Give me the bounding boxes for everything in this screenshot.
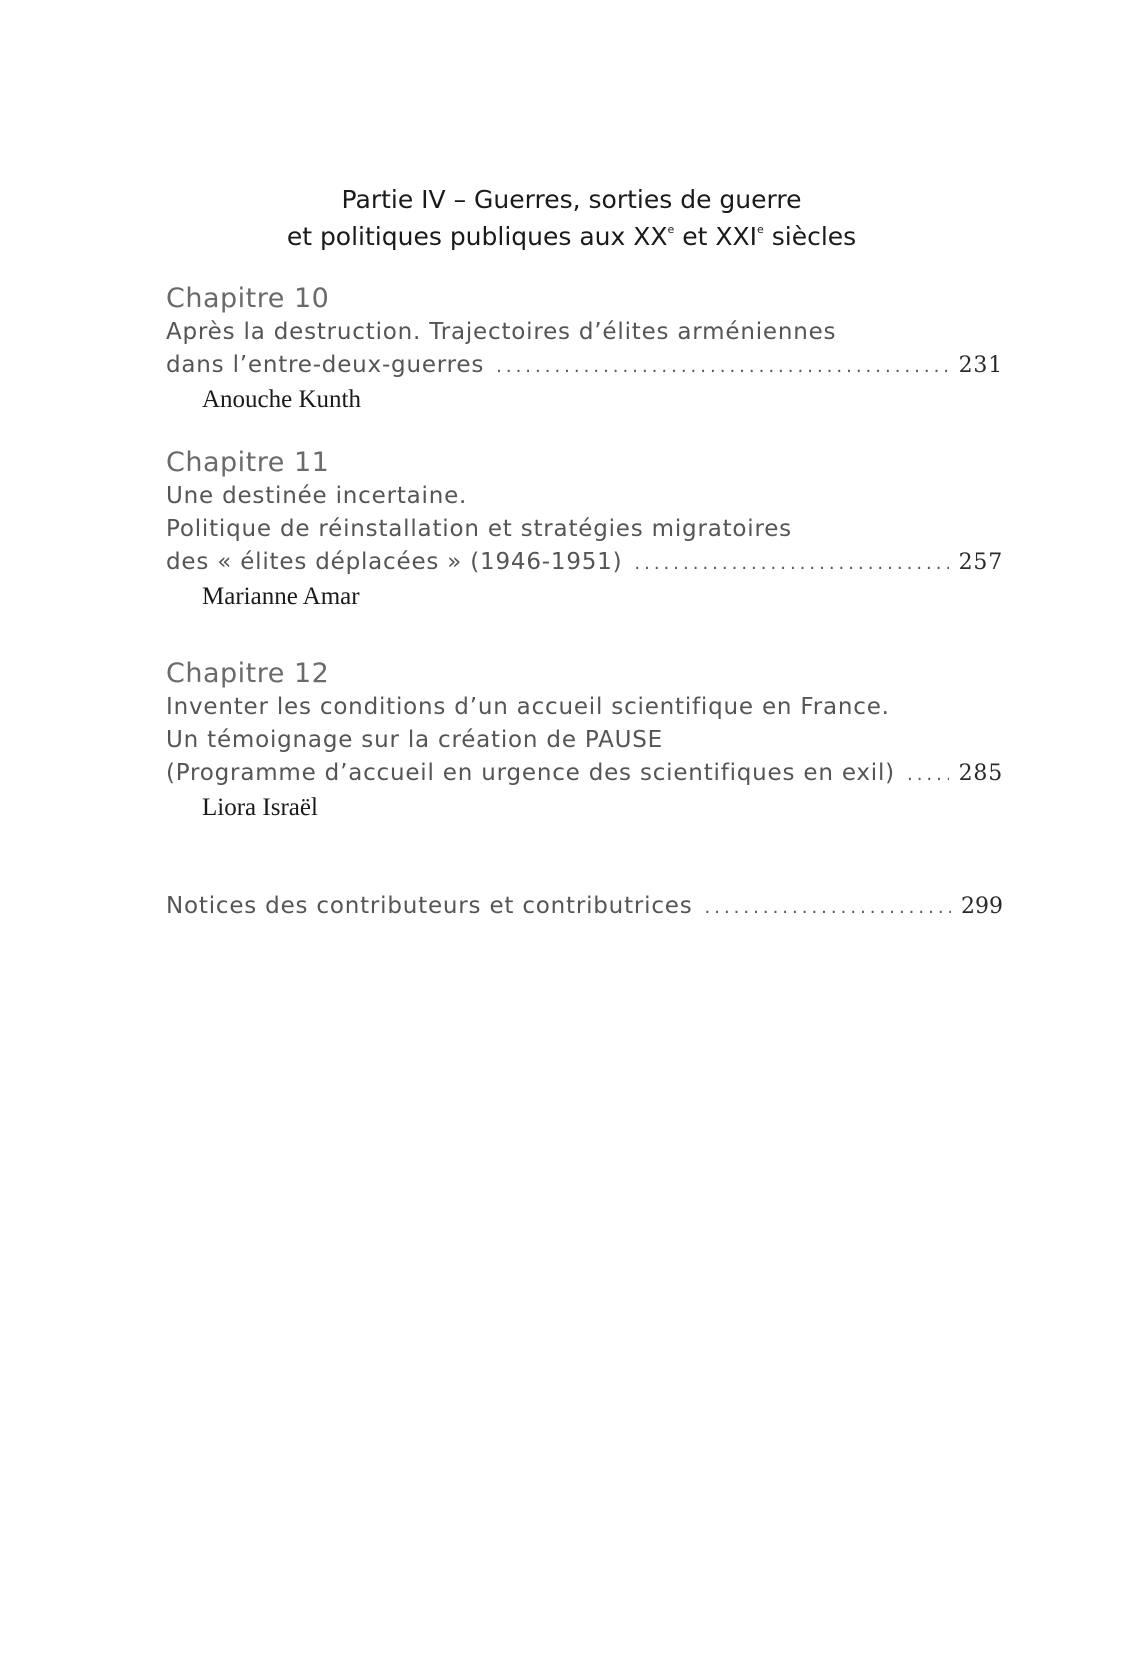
toc-entry-notices[interactable] [166, 893, 1003, 919]
chapter-title-last-line [166, 757, 1003, 791]
page-number: 299 [961, 894, 1003, 919]
dot-leader [634, 547, 948, 580]
chapter-heading: Chapitre 10 [166, 283, 330, 314]
chapter-author: Marianne Amar [202, 583, 360, 610]
part-title [0, 181, 1143, 255]
notices-line [166, 893, 1003, 919]
chapter-title-line: Inventer les conditions d’un accueil scientifique en France. [166, 694, 890, 720]
chapter-author: Liora Israël [202, 794, 318, 821]
toc-entry-chapter-11[interactable] [166, 446, 1003, 614]
chapter-heading: Chapitre 12 [166, 658, 330, 689]
chapter-title-last-line [166, 546, 1003, 580]
chapter-title-line: Un témoignage sur la création de PAUSE [166, 727, 663, 753]
toc-entry-chapter-10[interactable] [166, 282, 1003, 417]
chapter-title-text: dans l’entre-deux-guerres [166, 352, 485, 378]
chapter-title-line: Politique de réinstallation et stratégies migratoires [166, 516, 792, 542]
chapter-title-line: Une destinée incertaine. [166, 483, 468, 509]
dot-leader [496, 350, 948, 383]
chapter-author: Anouche Kunth [202, 386, 361, 413]
chapter-title-line: Après la destruction. Trajectoires d’élites arméniennes [166, 319, 837, 345]
page-number: 285 [958, 761, 1003, 786]
notices-label: Notices des contributeurs et contributrices [166, 893, 693, 919]
part-title-line-2: et politiques publiques aux XXe et XXIe siècles [286, 222, 857, 251]
page-number: 257 [958, 550, 1003, 575]
chapter-title-text: (Programme d’accueil en urgence des scientifiques en exil) [166, 760, 895, 786]
chapter-title-last-line [166, 349, 1003, 383]
chapter-title-text: des « élites déplacées » (1946-1951) [166, 549, 623, 575]
dot-leader [907, 758, 949, 791]
chapter-heading: Chapitre 11 [166, 447, 330, 478]
dot-leader [705, 897, 951, 918]
toc-entry-chapter-12[interactable] [166, 657, 1003, 825]
page-number: 231 [958, 353, 1003, 378]
part-title-line-1: Partie IV – Guerres, sorties de guerre [341, 185, 802, 214]
